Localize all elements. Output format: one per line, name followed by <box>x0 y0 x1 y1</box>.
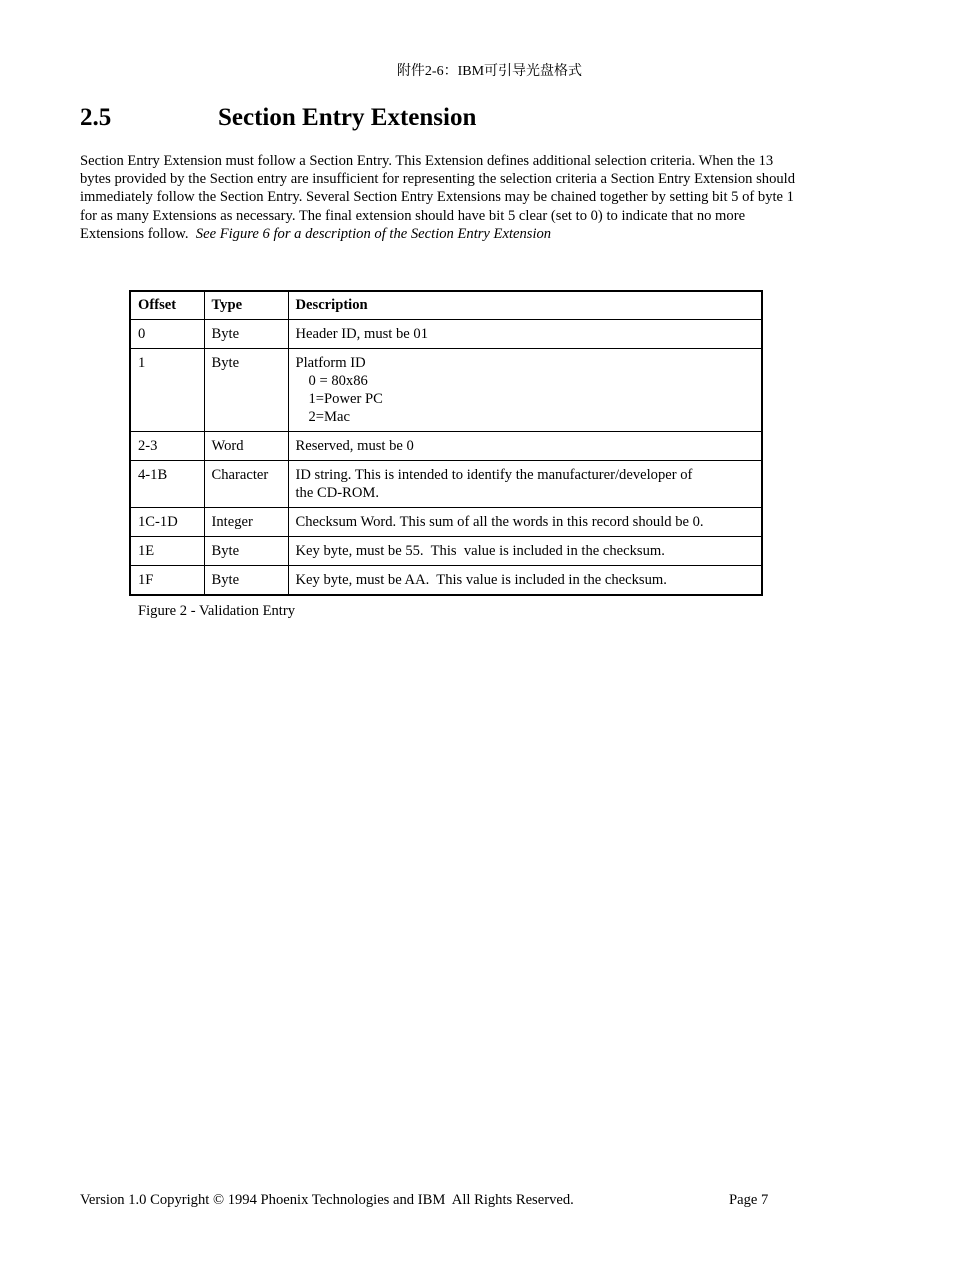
table-row <box>130 432 762 461</box>
description-line: 1=Power PC <box>308 391 383 407</box>
cell-description <box>288 537 762 566</box>
description-line: Reserved, must be 0 <box>295 438 414 454</box>
paragraph-text: Extensions follow. <box>80 225 196 242</box>
description-line: Checksum Word. This sum of all the words in this record should be 0. <box>295 514 704 530</box>
figure-caption: Figure 2 - Validation Entry <box>138 603 295 619</box>
body-paragraph <box>80 152 880 243</box>
cell-type: Integer <box>204 508 288 537</box>
paragraph-line <box>80 225 880 243</box>
cell-type: Byte <box>204 320 288 349</box>
description-line: Platform ID <box>295 355 366 371</box>
cell-type: Byte <box>204 349 288 432</box>
validation-entry-table <box>129 290 763 596</box>
footer-page-number: Page 7 <box>729 1192 769 1208</box>
description-line: the CD-ROM. <box>295 485 380 501</box>
cell-offset: 1 <box>130 349 204 432</box>
description-line: Header ID, must be 01 <box>295 326 429 342</box>
description-line: Key byte, must be 55. This value is included in the checksum. <box>295 543 665 559</box>
figure-reference: See Figure 6 for a description of the Section Entry Extension <box>195 225 552 242</box>
cell-type: Word <box>204 432 288 461</box>
paragraph-line: immediately follow the Section Entry. Several Section Entry Extensions may be chained together by setting bit 5 of byte 1 <box>80 189 794 206</box>
table-row <box>130 349 762 432</box>
section-number: 2.5 <box>80 104 112 131</box>
description-line: 2=Mac <box>308 409 350 425</box>
description-line: 0 = 80x86 <box>308 373 368 389</box>
table-row <box>130 320 762 349</box>
cell-description <box>288 461 762 508</box>
cell-offset: 1F <box>130 566 204 596</box>
cell-description <box>288 566 762 596</box>
cell-description <box>288 320 762 349</box>
table-row <box>130 461 762 508</box>
cell-offset: 1E <box>130 537 204 566</box>
cell-offset: 0 <box>130 320 204 349</box>
table-row <box>130 537 762 566</box>
cell-offset: 2-3 <box>130 432 204 461</box>
table-row <box>130 508 762 537</box>
section-title: Section Entry Extension <box>218 104 477 131</box>
column-header-offset: Offset <box>130 291 204 320</box>
cell-description <box>288 349 762 432</box>
cell-offset: 4-1B <box>130 461 204 508</box>
section-heading <box>80 104 880 136</box>
paragraph-line: bytes provided by the Section entry are insufficient for representing the selection criteria a Section Entry Extension should <box>80 171 796 188</box>
column-header-description: Description <box>288 291 762 320</box>
cell-type: Character <box>204 461 288 508</box>
description-line: Key byte, must be AA. This value is included in the checksum. <box>295 572 667 588</box>
footer-copyright: Version 1.0 Copyright © 1994 Phoenix Technologies and IBM All Rights Reserved. <box>80 1192 574 1208</box>
cell-description <box>288 508 762 537</box>
paragraph-line: Section Entry Extension must follow a Section Entry. This Extension defines additional selection criteria. When the 13 <box>80 153 774 169</box>
table-header-row <box>130 291 762 320</box>
cell-description <box>288 432 762 461</box>
description-line: ID string. This is intended to identify the manufacturer/developer of <box>295 467 693 483</box>
document-header: 附件2-6：IBM可引导光盘格式 <box>396 64 583 79</box>
cell-offset: 1C-1D <box>130 508 204 537</box>
table-row <box>130 566 762 596</box>
cell-type: Byte <box>204 566 288 596</box>
paragraph-line: for as many Extensions as necessary. The final extension should have bit 5 clear (set to 0) to indicate that no more <box>80 207 746 224</box>
column-header-type: Type <box>204 291 288 320</box>
cell-type: Byte <box>204 537 288 566</box>
